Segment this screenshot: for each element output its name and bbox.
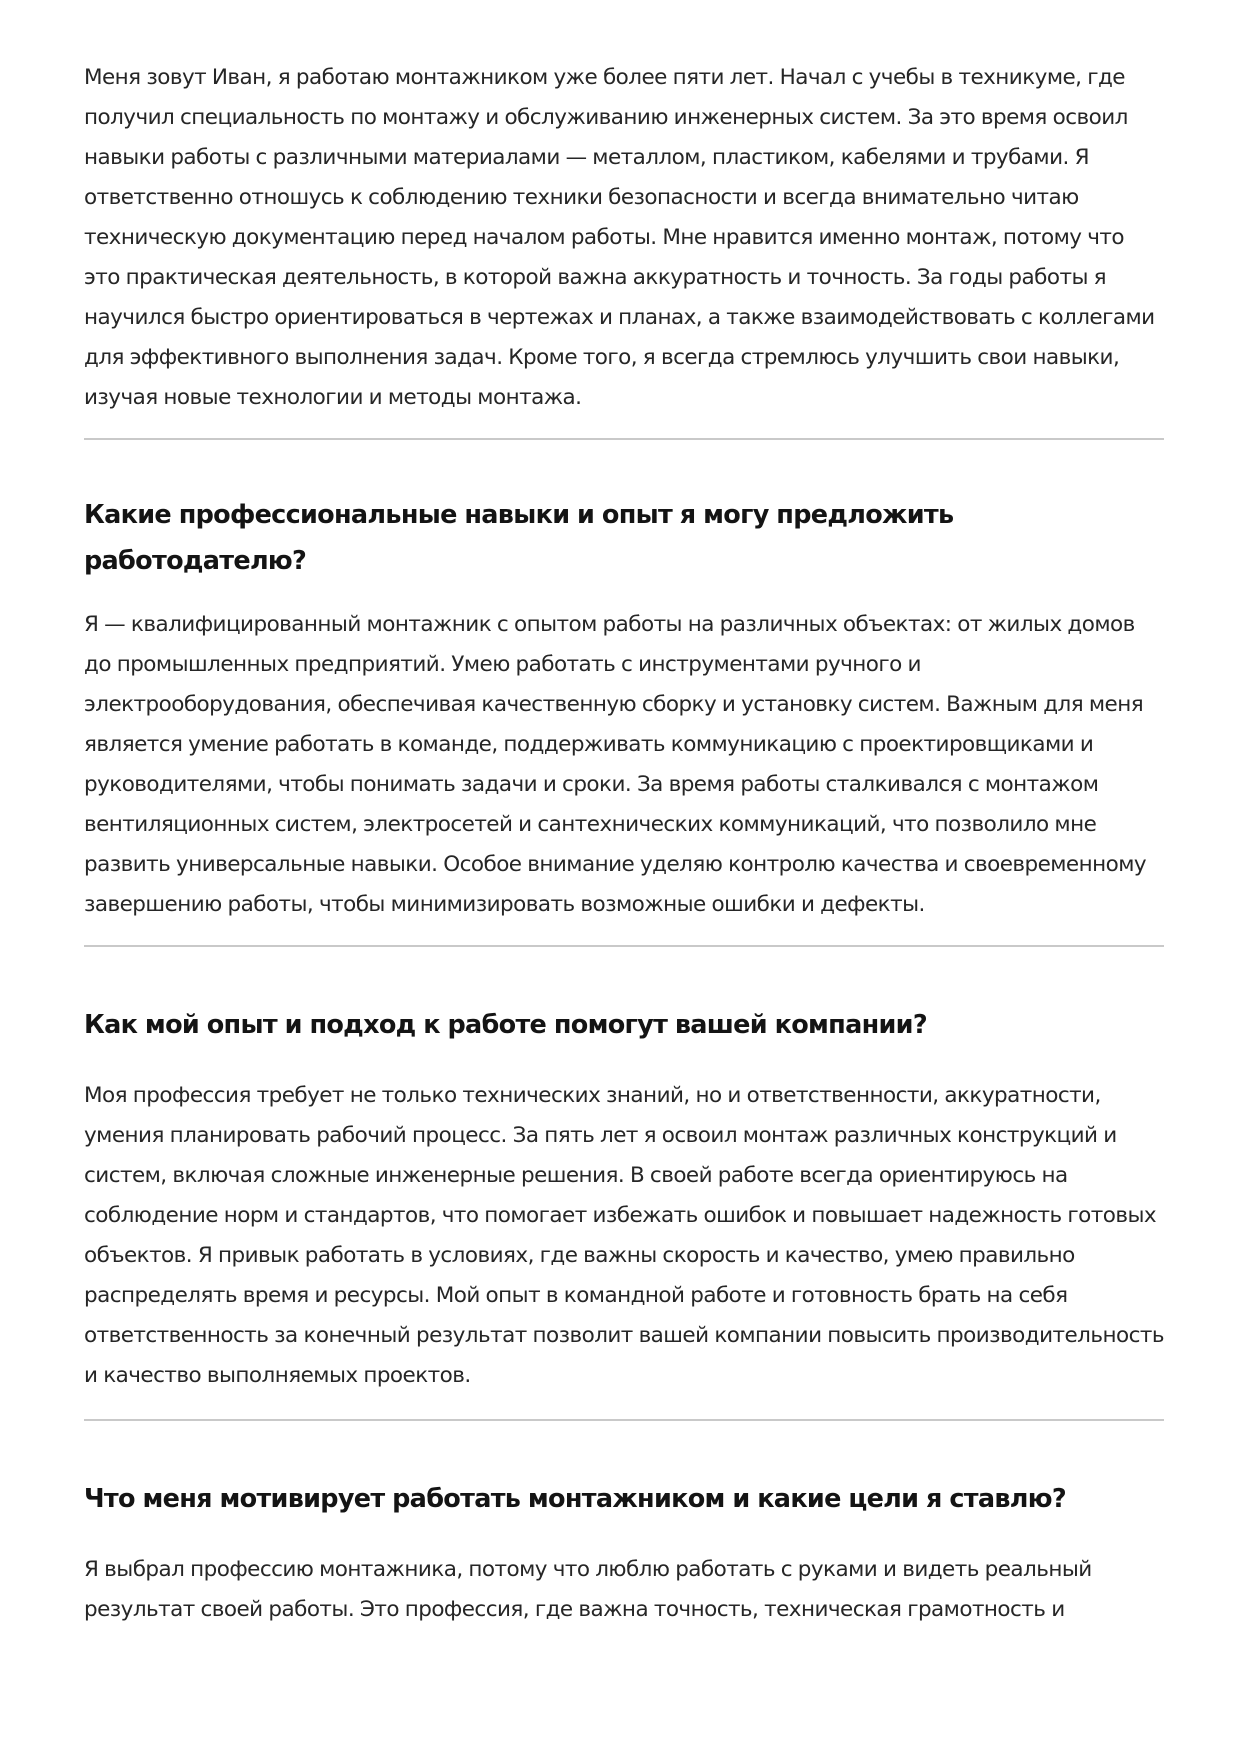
section-heading-motivation: Что меня мотивирует работать монтажником и какие цели я ставлю?: [84, 1484, 1066, 1514]
document-page: [84, 58, 1164, 1630]
section-heading-experience: Как мой опыт и подход к работе помогут вашей компании?: [84, 1010, 927, 1040]
section-divider: [84, 945, 1164, 947]
section-divider: [84, 1419, 1164, 1421]
section-divider: [84, 438, 1164, 440]
section-paragraph-motivation: Я выбрал профессию монтажника, потому что люблю работать с руками и видеть реальный результат своей работы. Это профессия, где важна точность, техническая грамотность и: [84, 1557, 1092, 1622]
section-heading-skills: Какие профессиональные навыки и опыт я могу предложить работодателю?: [84, 500, 954, 576]
section-paragraph-skills: Я — квалифицированный монтажник с опытом работы на различных объектах: от жилых домов до промышленных предприятий. Умею работать с инструментами ручного и электрооборудования, обеспечивая качественную сборку и установку систем. Важным для меня является умение работать в команде, поддерживать коммуникацию с проектировщиками и руководителями, чтобы понимать задачи и сроки. За время работы сталкивался с монтажом вентиляционных систем, электросетей и сантехнических коммуникаций, что позволило мне развить универсальные навыки. Особое внимание уделяю контролю качества и своевременному завершению работы, чтобы минимизировать возможные ошибки и дефекты.: [84, 612, 1147, 917]
intro-paragraph: Меня зовут Иван, я работаю монтажником уже более пяти лет. Начал с учебы в техникуме, где получил специальность по монтажу и обслуживанию инженерных систем. За это время освоил навыки работы с различными материалами — металлом, пластиком, кабелями и трубами. Я ответственно отношусь к соблюдению техники безопасности и всегда внимательно читаю техническую документацию перед началом работы. Мне нравится именно монтаж, потому что это практическая деятельность, в которой важна аккуратность и точность. За годы работы я научился быстро ориентироваться в чертежах и планах, а также взаимодействовать с коллегами для эффективного выполнения задач. Кроме того, я всегда стремлюсь улучшить свои навыки, изучая новые технологии и методы монтажа.: [84, 65, 1155, 410]
section-paragraph-experience: Моя профессия требует не только технических знаний, но и ответственности, аккуратности, умения планировать рабочий процесс. За пять лет я освоил монтаж различных конструкций и систем, включая сложные инженерные решения. В своей работе всегда ориентируюсь на соблюдение норм и стандартов, что помогает избежать ошибок и повышает надежность готовых объектов. Я привык работать в условиях, где важны скорость и качество, умею правильно распределять время и ресурсы. Мой опыт в командной работе и готовность брать на себя ответственность за конечный результат позволит вашей компании повысить производительность и качество выполняемых проектов.: [84, 1083, 1164, 1388]
